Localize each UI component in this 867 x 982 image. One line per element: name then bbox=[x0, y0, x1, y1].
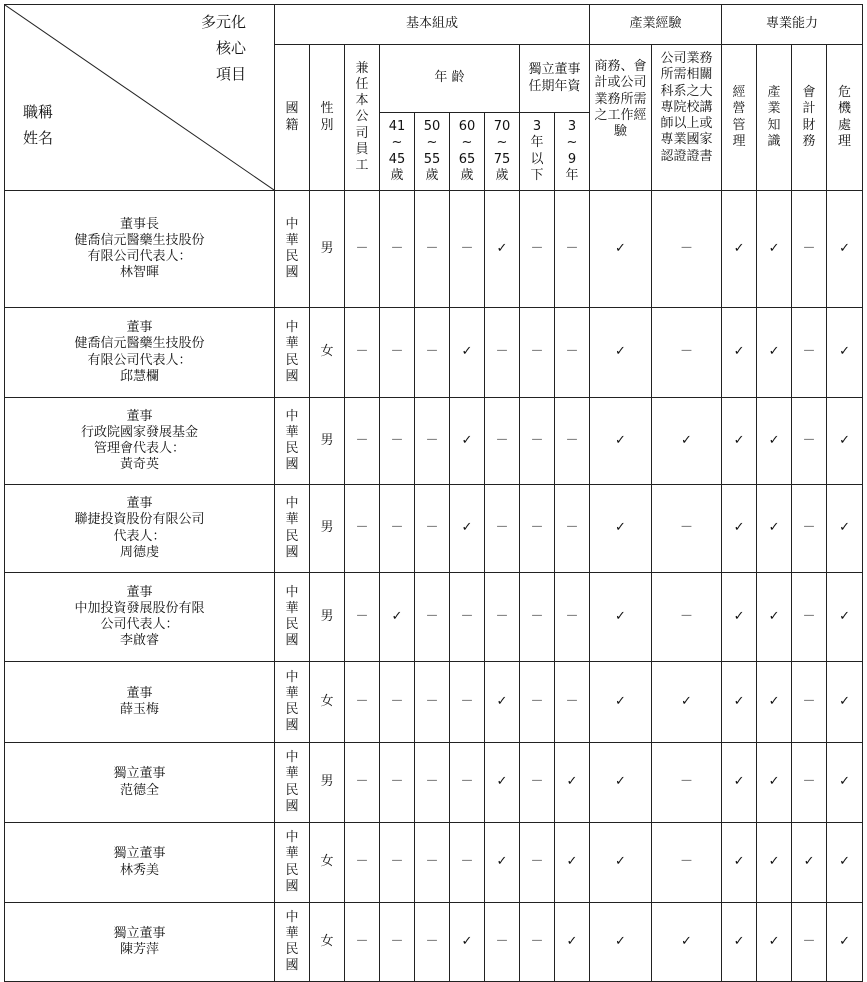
corner-header bbox=[5, 5, 275, 191]
nationality-cell: 中 華 民 國 bbox=[275, 662, 310, 743]
criteria-mark-cell: ✓ bbox=[450, 308, 485, 398]
group-basic-header: 基本組成 bbox=[275, 5, 590, 45]
criteria-mark-cell: － bbox=[345, 485, 380, 573]
tenure-header: 獨立董事 任期年資 bbox=[520, 45, 590, 113]
gender-cell: 男 bbox=[310, 398, 345, 485]
table-row bbox=[5, 191, 863, 308]
criteria-mark-cell: － bbox=[792, 308, 827, 398]
criteria-mark-cell: － bbox=[450, 662, 485, 743]
criteria-mark-cell: ✓ bbox=[722, 308, 757, 398]
criteria-mark-cell: ✓ bbox=[757, 743, 792, 823]
criteria-mark-cell: ✓ bbox=[757, 191, 792, 308]
criteria-mark-cell: － bbox=[415, 743, 450, 823]
director-name-cell bbox=[5, 573, 275, 662]
age-50-55-header: 50 ~ 55 歲 bbox=[415, 113, 450, 191]
criteria-mark-cell: ✓ bbox=[722, 191, 757, 308]
nationality-header: 國 籍 bbox=[275, 45, 310, 191]
criteria-mark-cell: ✓ bbox=[757, 485, 792, 573]
director-name-line: 董事 bbox=[126, 584, 153, 600]
director-name-line: 薛玉梅 bbox=[119, 702, 159, 717]
gender-cell: 女 bbox=[310, 662, 345, 743]
director-name-line: 代表人： bbox=[113, 528, 166, 544]
director-rows bbox=[5, 191, 863, 982]
skill-industry-header: 產 業 知 識 bbox=[757, 45, 792, 191]
tenure-under-3-header: 3 年 以 下 bbox=[520, 113, 555, 191]
director-name-line: 黃奇英 bbox=[119, 457, 159, 473]
criteria-mark-cell: － bbox=[485, 398, 520, 485]
gender-cell: 男 bbox=[310, 191, 345, 308]
criteria-mark-cell: ✓ bbox=[590, 743, 652, 823]
criteria-mark-cell: ✓ bbox=[590, 903, 652, 982]
director-name-line: 董事 bbox=[126, 496, 153, 511]
director-name-cell bbox=[5, 398, 275, 485]
criteria-mark-cell: － bbox=[485, 573, 520, 662]
director-name-line: 行政院國家發展基金 bbox=[80, 424, 198, 440]
table-row bbox=[5, 903, 863, 982]
criteria-mark-cell: ✓ bbox=[652, 398, 722, 485]
gender-header: 性 別 bbox=[310, 45, 345, 191]
criteria-mark-cell: － bbox=[792, 485, 827, 573]
nationality-cell: 中 華 民 國 bbox=[275, 485, 310, 573]
criteria-mark-cell: － bbox=[485, 308, 520, 398]
criteria-mark-cell: － bbox=[485, 903, 520, 982]
criteria-mark-cell: － bbox=[652, 308, 722, 398]
nationality-cell: 中 華 民 國 bbox=[275, 573, 310, 662]
table-row bbox=[5, 823, 863, 903]
director-name-line: 董事 bbox=[126, 685, 153, 701]
exp-business-header: 商務、會 計或公司 業務所需 之工作經 驗 bbox=[590, 45, 652, 191]
table-row bbox=[5, 662, 863, 743]
criteria-mark-cell: － bbox=[520, 903, 555, 982]
criteria-mark-cell: － bbox=[345, 308, 380, 398]
criteria-mark-cell: － bbox=[520, 743, 555, 823]
criteria-mark-cell: － bbox=[415, 903, 450, 982]
criteria-mark-cell: ✓ bbox=[590, 662, 652, 743]
criteria-mark-cell: － bbox=[485, 485, 520, 573]
director-name-line: 范德全 bbox=[119, 782, 159, 798]
gender-cell: 男 bbox=[310, 743, 345, 823]
age-header: 年 齡 bbox=[380, 45, 520, 113]
skill-management-header: 經 營 管 理 bbox=[722, 45, 757, 191]
criteria-mark-cell: ✓ bbox=[485, 191, 520, 308]
criteria-mark-cell: － bbox=[380, 308, 415, 398]
criteria-mark-cell: － bbox=[652, 743, 722, 823]
criteria-mark-cell: － bbox=[380, 191, 415, 308]
criteria-mark-cell: － bbox=[415, 573, 450, 662]
director-name-line: 周德虔 bbox=[119, 544, 159, 560]
criteria-mark-cell: ✓ bbox=[555, 823, 590, 903]
criteria-mark-cell: ✓ bbox=[590, 485, 652, 573]
criteria-mark-cell: － bbox=[520, 191, 555, 308]
director-name-line: 健喬信元醫藥生技股份 bbox=[74, 336, 205, 352]
nationality-cell: 中 華 民 國 bbox=[275, 823, 310, 903]
criteria-mark-cell: － bbox=[345, 191, 380, 308]
gender-cell: 女 bbox=[310, 823, 345, 903]
criteria-mark-cell: － bbox=[555, 191, 590, 308]
criteria-mark-cell: ✓ bbox=[450, 398, 485, 485]
criteria-mark-cell: ✓ bbox=[827, 823, 863, 903]
gender-cell: 女 bbox=[310, 308, 345, 398]
skill-accounting-header: 會 計 財 務 bbox=[792, 45, 827, 191]
criteria-mark-cell: ✓ bbox=[757, 398, 792, 485]
criteria-mark-cell: － bbox=[555, 308, 590, 398]
table-row bbox=[5, 485, 863, 573]
nationality-cell: 中 華 民 國 bbox=[275, 903, 310, 982]
criteria-mark-cell: － bbox=[415, 191, 450, 308]
criteria-mark-cell: ✓ bbox=[722, 823, 757, 903]
criteria-mark-cell: ✓ bbox=[757, 662, 792, 743]
criteria-mark-cell: － bbox=[792, 398, 827, 485]
director-name-line: 董事 bbox=[126, 320, 153, 335]
criteria-mark-cell: ✓ bbox=[590, 398, 652, 485]
criteria-mark-cell: － bbox=[415, 398, 450, 485]
criteria-mark-cell: － bbox=[792, 903, 827, 982]
criteria-mark-cell: ✓ bbox=[722, 485, 757, 573]
criteria-mark-cell: － bbox=[792, 191, 827, 308]
director-name-line: 獨立董事 bbox=[113, 846, 166, 862]
director-name-line: 有限公司代表人： bbox=[87, 249, 192, 264]
criteria-mark-cell: － bbox=[792, 573, 827, 662]
criteria-mark-cell: － bbox=[520, 485, 555, 573]
criteria-mark-cell: － bbox=[380, 398, 415, 485]
corner-bottom-label: 職稱 姓名 bbox=[23, 103, 54, 147]
criteria-mark-cell: － bbox=[520, 573, 555, 662]
criteria-mark-cell: ✓ bbox=[555, 743, 590, 823]
director-name-line: 公司代表人： bbox=[100, 617, 179, 632]
group-industry-header: 產業經驗 bbox=[590, 5, 722, 45]
exp-academic-header: 公司業務 所需相關 科系之大 專院校講 師以上或 專業國家 認證證書 bbox=[652, 45, 722, 191]
criteria-mark-cell: ✓ bbox=[590, 823, 652, 903]
nationality-cell: 中 華 民 國 bbox=[275, 308, 310, 398]
criteria-mark-cell: － bbox=[792, 743, 827, 823]
tenure-3-9-header: 3 ~ 9 年 bbox=[555, 113, 590, 191]
criteria-mark-cell: ✓ bbox=[827, 308, 863, 398]
criteria-mark-cell: － bbox=[555, 398, 590, 485]
criteria-mark-cell: ✓ bbox=[722, 743, 757, 823]
director-name-line: 獨立董事 bbox=[113, 766, 166, 782]
director-name-cell bbox=[5, 191, 275, 308]
criteria-mark-cell: － bbox=[380, 485, 415, 573]
criteria-mark-cell: ✓ bbox=[450, 903, 485, 982]
director-name-line: 聯捷投資股份有限公司 bbox=[74, 512, 205, 528]
corner-top-label: 多元化 核心 項目 bbox=[200, 13, 246, 83]
criteria-mark-cell: ✓ bbox=[827, 573, 863, 662]
criteria-mark-cell: ✓ bbox=[590, 191, 652, 308]
criteria-mark-cell: ✓ bbox=[757, 573, 792, 662]
group-skills-header: 專業能力 bbox=[722, 5, 863, 45]
criteria-mark-cell: － bbox=[520, 308, 555, 398]
director-name-line: 管理會代表人： bbox=[93, 441, 185, 456]
criteria-mark-cell: － bbox=[345, 903, 380, 982]
criteria-mark-cell: － bbox=[652, 191, 722, 308]
criteria-mark-cell: ✓ bbox=[827, 903, 863, 982]
director-name-cell bbox=[5, 485, 275, 573]
gender-cell: 男 bbox=[310, 485, 345, 573]
table-row bbox=[5, 743, 863, 823]
criteria-mark-cell: － bbox=[345, 573, 380, 662]
criteria-mark-cell: － bbox=[450, 823, 485, 903]
director-name-line: 陳芳萍 bbox=[119, 942, 159, 957]
criteria-mark-cell: － bbox=[555, 662, 590, 743]
criteria-mark-cell: － bbox=[450, 573, 485, 662]
criteria-mark-cell: － bbox=[450, 743, 485, 823]
criteria-mark-cell: － bbox=[380, 823, 415, 903]
director-name-cell bbox=[5, 308, 275, 398]
director-name-cell bbox=[5, 662, 275, 743]
director-name-line: 獨立董事 bbox=[113, 925, 166, 941]
criteria-mark-cell: ✓ bbox=[722, 398, 757, 485]
criteria-mark-cell: － bbox=[345, 662, 380, 743]
criteria-mark-cell: － bbox=[792, 662, 827, 743]
criteria-mark-cell: － bbox=[652, 823, 722, 903]
criteria-mark-cell: ✓ bbox=[827, 743, 863, 823]
criteria-mark-cell: ✓ bbox=[485, 823, 520, 903]
criteria-mark-cell: ✓ bbox=[827, 662, 863, 743]
nationality-cell: 中 華 民 國 bbox=[275, 743, 310, 823]
director-name-cell bbox=[5, 823, 275, 903]
criteria-mark-cell: ✓ bbox=[590, 308, 652, 398]
criteria-mark-cell: ✓ bbox=[827, 398, 863, 485]
criteria-mark-cell: － bbox=[520, 398, 555, 485]
table-row bbox=[5, 573, 863, 662]
director-name-line: 健喬信元醫藥生技股份 bbox=[74, 232, 205, 248]
criteria-mark-cell: － bbox=[415, 662, 450, 743]
criteria-mark-cell: － bbox=[380, 903, 415, 982]
director-name-cell bbox=[5, 743, 275, 823]
criteria-mark-cell: ✓ bbox=[792, 823, 827, 903]
criteria-mark-cell: － bbox=[380, 743, 415, 823]
director-name-line: 中加投資發展股份有限 bbox=[74, 600, 205, 616]
criteria-mark-cell: ✓ bbox=[757, 823, 792, 903]
director-name-line: 林秀美 bbox=[119, 862, 159, 878]
criteria-mark-cell: － bbox=[345, 743, 380, 823]
criteria-mark-cell: ✓ bbox=[827, 485, 863, 573]
criteria-mark-cell: ✓ bbox=[722, 662, 757, 743]
criteria-mark-cell: ✓ bbox=[722, 573, 757, 662]
age-60-65-header: 60 ~ 65 歲 bbox=[450, 113, 485, 191]
criteria-mark-cell: － bbox=[520, 662, 555, 743]
criteria-mark-cell: － bbox=[415, 485, 450, 573]
criteria-mark-cell: ✓ bbox=[590, 573, 652, 662]
age-70-75-header: 70 ~ 75 歲 bbox=[485, 113, 520, 191]
table-row bbox=[5, 398, 863, 485]
director-name-line: 董事 bbox=[126, 408, 153, 424]
criteria-mark-cell: － bbox=[555, 573, 590, 662]
criteria-mark-cell: － bbox=[415, 308, 450, 398]
criteria-mark-cell: ✓ bbox=[485, 743, 520, 823]
director-name-cell bbox=[5, 903, 275, 982]
criteria-mark-cell: ✓ bbox=[652, 903, 722, 982]
criteria-mark-cell: ✓ bbox=[485, 662, 520, 743]
director-name-line: 董事長 bbox=[119, 216, 159, 232]
nationality-cell: 中 華 民 國 bbox=[275, 191, 310, 308]
criteria-mark-cell: － bbox=[652, 573, 722, 662]
criteria-mark-cell: － bbox=[380, 662, 415, 743]
director-name-line: 李啟睿 bbox=[119, 633, 159, 649]
criteria-mark-cell: ✓ bbox=[757, 308, 792, 398]
director-name-line: 邱慧欄 bbox=[119, 368, 159, 384]
table-row bbox=[5, 308, 863, 398]
criteria-mark-cell: ✓ bbox=[757, 903, 792, 982]
employee-header: 兼 任 本 公 司 員 工 bbox=[345, 45, 380, 191]
criteria-mark-cell: － bbox=[345, 398, 380, 485]
skill-crisis-header: 危 機 處 理 bbox=[827, 45, 863, 191]
gender-cell: 男 bbox=[310, 573, 345, 662]
director-name-line: 有限公司代表人： bbox=[87, 352, 192, 368]
criteria-mark-cell: － bbox=[345, 823, 380, 903]
director-name-line: 林智暉 bbox=[119, 265, 159, 281]
age-41-45-header: 41 ~ 45 歲 bbox=[380, 113, 415, 191]
criteria-mark-cell: － bbox=[450, 191, 485, 308]
board-diversity-table bbox=[4, 4, 863, 982]
criteria-mark-cell: － bbox=[652, 485, 722, 573]
criteria-mark-cell: ✓ bbox=[827, 191, 863, 308]
criteria-mark-cell: ✓ bbox=[652, 662, 722, 743]
criteria-mark-cell: － bbox=[520, 823, 555, 903]
nationality-cell: 中 華 民 國 bbox=[275, 398, 310, 485]
criteria-mark-cell: － bbox=[415, 823, 450, 903]
criteria-mark-cell: ✓ bbox=[450, 485, 485, 573]
gender-cell: 女 bbox=[310, 903, 345, 982]
criteria-mark-cell: ✓ bbox=[555, 903, 590, 982]
criteria-mark-cell: ✓ bbox=[722, 903, 757, 982]
criteria-mark-cell: － bbox=[555, 485, 590, 573]
criteria-mark-cell: ✓ bbox=[380, 573, 415, 662]
